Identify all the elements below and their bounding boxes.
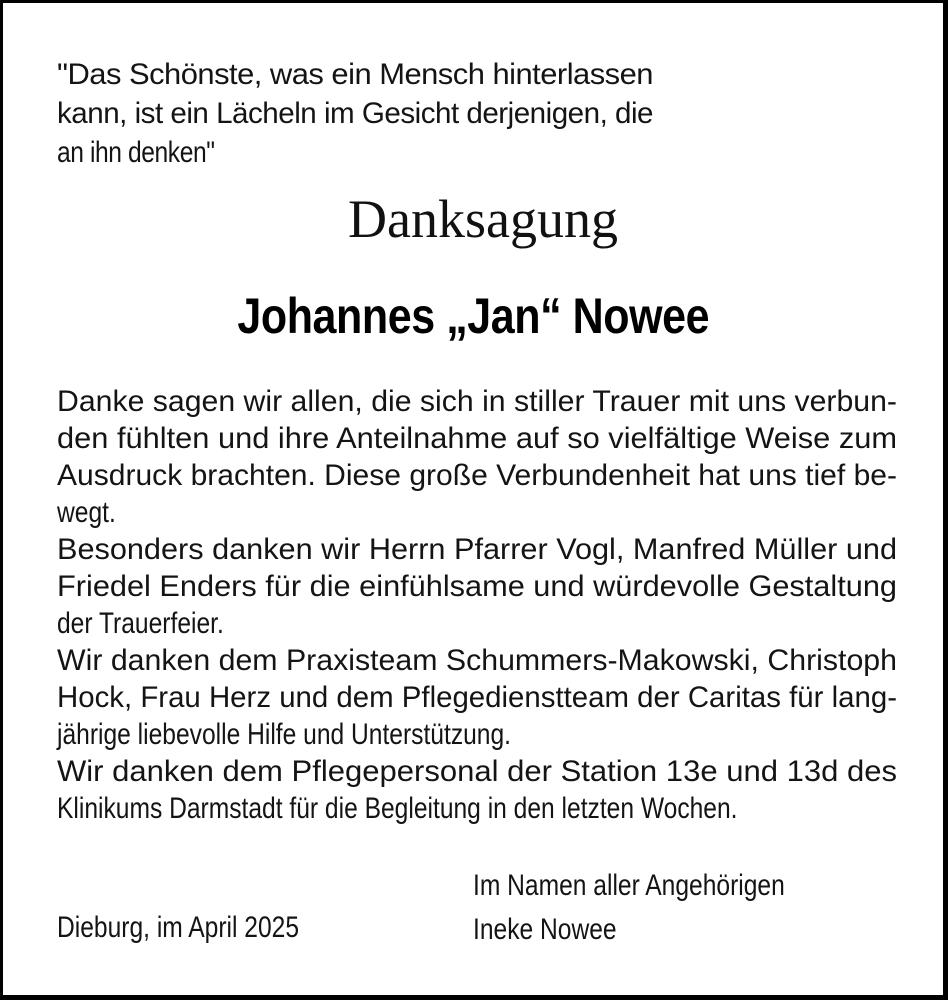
body-line: Ausdruck brachten. Diese große Verbundenheit hat uns tief be- bbox=[57, 459, 897, 492]
body-line: der Trauerfeier. bbox=[57, 607, 224, 640]
body-line: wegt. bbox=[57, 496, 116, 529]
quote-line: "Das Schönste, was ein Mensch hinterlassen bbox=[57, 58, 653, 91]
deceased-name-text: Johannes „Jan“ Nowee bbox=[237, 288, 709, 344]
body-line: Friedel Enders für die einfühlsame und würdevolle Gestaltung bbox=[57, 570, 897, 603]
body-line: Wir danken dem Pflegepersonal der Station 13e und 13d des bbox=[57, 755, 897, 788]
body-line: Klinikums Darmstadt für die Begleitung in den letzten Wochen. bbox=[57, 792, 738, 825]
place-date: Dieburg, im April 2025 bbox=[57, 911, 300, 944]
thanks-body bbox=[57, 383, 897, 827]
body-line: den fühlten und ihre Anteilnahme auf so vielfältige Weise zum bbox=[57, 422, 897, 455]
quote-line: an ihn denken" bbox=[57, 136, 215, 169]
signature-intro: Im Namen aller Angehörigen bbox=[473, 869, 785, 902]
signature-block bbox=[473, 864, 853, 952]
signature-name: Ineke Nowee bbox=[473, 913, 617, 946]
quote-line: kann, ist ein Lächeln im Gesicht derjenigen, die bbox=[57, 97, 653, 130]
body-line: Wir danken dem Praxisteam Schummers-Makowski, Christoph bbox=[57, 644, 897, 677]
body-line: jährige liebevolle Hilfe und Unterstützung. bbox=[57, 718, 511, 751]
deceased-name bbox=[3, 285, 943, 347]
body-line: Danke sagen wir allen, die sich in stiller Trauer mit uns verbun- bbox=[57, 385, 897, 418]
body-line: Hock, Frau Herz und dem Pflegedienstteam der Caritas für lang- bbox=[57, 681, 897, 714]
epigraph-quote bbox=[57, 55, 657, 172]
notice-title: Danksagung bbox=[348, 189, 618, 249]
body-line: Besonders danken wir Herrn Pfarrer Vogl, Manfred Müller und bbox=[57, 533, 897, 566]
